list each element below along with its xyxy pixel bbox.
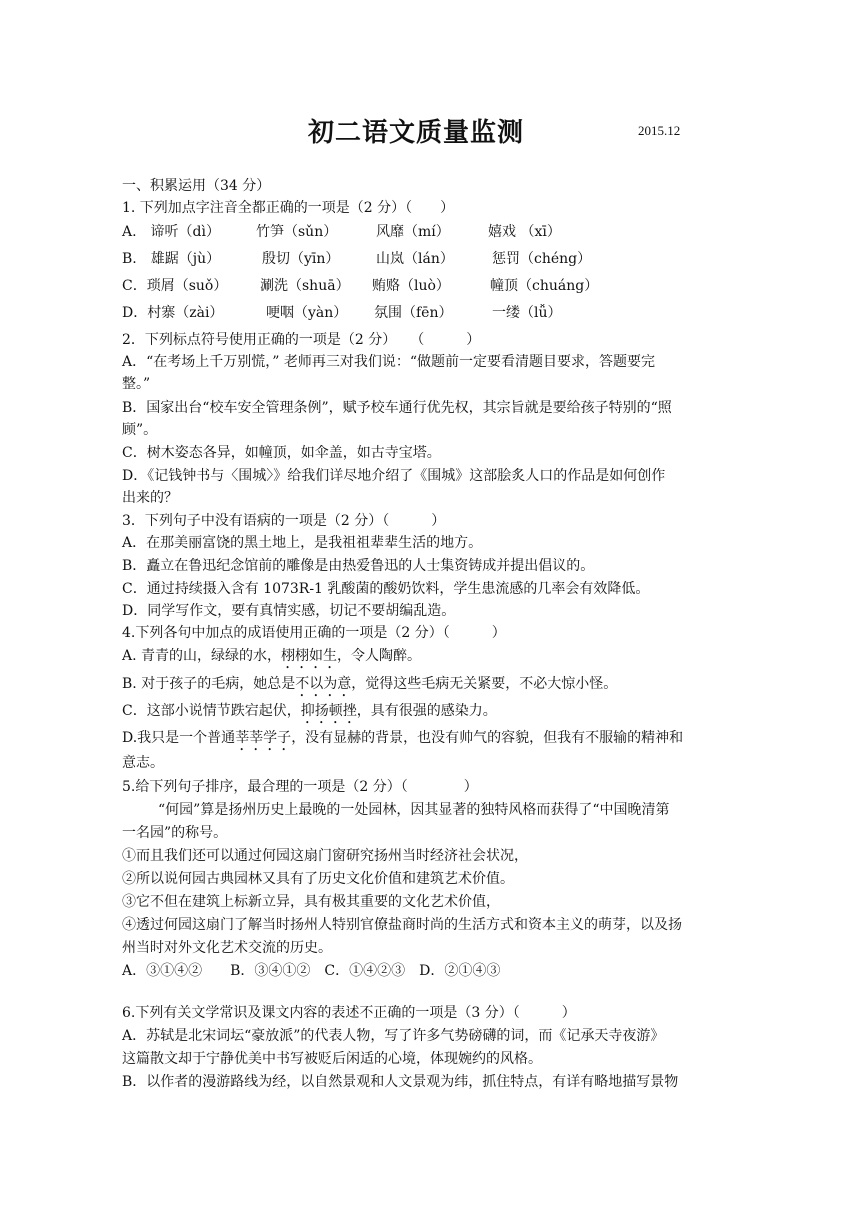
q4-option-b: [122, 674, 617, 700]
q4-option-d-cont: 意志。: [122, 755, 164, 771]
q4-stem: 4.下列各句中加点的成语使用正确的一项是（2 分）（ ）: [122, 625, 506, 641]
q6-option-b: B．以作者的漫游路线为经，以自然景观和人文景观为纬，抓住特点，有详有略地描写景物: [122, 1074, 679, 1090]
q5-sentence-4-cont: 州当时对外文化艺术交流的历史。: [122, 940, 332, 956]
q4-b-idiom: 不以为意: [295, 676, 352, 692]
page-title: 初二语文质量监测: [308, 118, 525, 148]
q4-c-post: ，具有很强的感染力。: [356, 703, 497, 719]
q1-row-d: [122, 303, 742, 323]
q1-c-item1: C．琐屑（suǒ）: [122, 278, 228, 294]
q1-d-item2: 哽咽（yàn）: [266, 305, 348, 321]
q1-b-item1: B. 雄踞（jù）: [122, 251, 221, 267]
q5-sentence-4: ④透过何园这扇门了解当时扬州人特别官僚盐商时尚的生活方式和资本主义的萌芽，以及扬: [122, 917, 682, 933]
q4-option-a: [122, 646, 421, 672]
q3-option-d: D．同学写作文，要有真情实感，切记不要胡编乱造。: [122, 603, 456, 619]
q4-a-idiom: 栩栩如生: [281, 648, 338, 664]
q2-option-c: C．树木姿态各异，如幢顶，如伞盖，如古寺宝塔。: [122, 445, 441, 461]
q4-d-post: ，没有显赫的背景，也没有帅气的容貌，但我有不服输的精神和: [291, 730, 684, 746]
exam-date: 2015.12: [638, 123, 681, 138]
q6-option-a: A．苏轼是北宋词坛“豪放派”的代表人物，写了许多气势磅礴的词，而《记承天寺夜游》: [122, 1028, 665, 1044]
q1-c-item4: 幢顶（chuáng）: [490, 278, 599, 294]
q4-b-pre: B. 对于孩子的毛病，她总是: [122, 676, 296, 692]
q1-d-item1: D．村寨（zài）: [122, 305, 224, 321]
q6-option-a-cont: 这篇散文却于宁静优美中书写被贬后闲适的心境，体现婉约的风格。: [122, 1051, 542, 1067]
q3-option-b: B．矗立在鲁迅纪念馆前的雕像是由热爱鲁迅的人士集资铸成并提出倡议的。: [122, 558, 595, 574]
q5-sentence-2: ②所以说何园古典园林又具有了历史文化价值和建筑艺术价值。: [122, 871, 514, 887]
q1-d-item4: 一缕（lǚ）: [492, 305, 562, 321]
q5-intro: “何园”算是扬州历史上最晚的一处园林，因其显著的独特风格而获得了“中国晚清第: [158, 802, 670, 818]
q4-a-pre: A. 青青的山，绿绿的水，: [122, 648, 282, 664]
q4-option-c: [122, 701, 497, 727]
q2-option-a: A．“在考场上千万别慌，” 老师再三对我们说：“做题前一定要看清题目要求，答题要完: [122, 354, 656, 370]
q1-a-item2: 竹笋（sǔn）: [256, 224, 338, 240]
q1-b-item3: 山岚（lán）: [376, 251, 454, 267]
q1-a-item1: A. 谛听（dì）: [122, 224, 220, 240]
q1-row-c: [122, 276, 742, 296]
q5-sentence-1: ①而且我们还可以通过何园这扇门窗研究扬州当时经济社会状况，: [122, 848, 528, 864]
q1-b-item2: 殷切（yīn）: [262, 251, 340, 267]
q4-d-idiom: 莘莘学子: [235, 730, 292, 746]
q3-stem: 3．下列句子中没有语病的一项是（2 分）（ ）: [122, 513, 446, 529]
q4-option-d: [122, 728, 683, 754]
q1-stem: 1. 下列加点字注音全都正确的一项是（2 分）（ ）: [122, 200, 455, 216]
q2-option-b: B．国家出台“校车安全管理条例”，赋予校车通行优先权，其宗旨就是要给孩子特别的“照: [122, 400, 672, 416]
q1-d-item3: 氛围（fēn）: [374, 305, 453, 321]
q1-c-item2: 涮洗（shuā）: [260, 278, 350, 294]
q5-intro-cont: 一名园”的称号。: [122, 825, 228, 841]
q1-a-item3: 风靡（mí）: [376, 224, 450, 240]
q2-option-a-cont: 整。”: [122, 376, 151, 392]
q2-option-d-cont: 出来的？: [122, 490, 178, 506]
q6-stem: 6.下列有关文学常识及课文内容的表述不正确的一项是（3 分）（ ）: [122, 1005, 576, 1021]
q1-row-a: [122, 222, 742, 242]
q4-a-post: ，令人陶醉。: [337, 648, 422, 664]
q2-stem: 2．下列标点符号使用正确的一项是（2 分） （ ）: [122, 332, 481, 348]
q4-d-pre: D.我只是一个普通: [122, 730, 236, 746]
q1-c-item3: 贿赂（luò）: [372, 278, 450, 294]
q2-option-b-cont: 顾”。: [122, 422, 158, 438]
q2-option-d: D．《记钱钟书与〈围城〉》给我们详尽地介绍了《围城》这部脍炙人口的作品是如何创作: [122, 468, 666, 484]
q3-option-c: C．通过持续摄入含有 1073R-1 乳酸菌的酸奶饮料，学生患流感的几率会有效降低。: [122, 581, 650, 597]
q4-b-post: ，觉得这些毛病无关紧要，不必大惊小怪。: [351, 676, 618, 692]
q1-row-b: [122, 249, 742, 269]
q4-c-idiom: 抑扬顿挫: [300, 703, 357, 719]
q4-c-pre: C．这部小说情节跌宕起伏，: [122, 703, 301, 719]
q1-b-item4: 惩罚（chéng）: [492, 251, 592, 267]
section-heading: 一、积累运用（34 分）: [122, 178, 271, 194]
q3-option-a: A．在那美丽富饶的黑土地上，是我祖祖辈辈生活的地方。: [122, 535, 483, 551]
q5-sentence-3: ③它不但在建筑上标新立异，具有极其重要的文化艺术价值，: [122, 894, 500, 910]
q1-a-item4: 嬉戏 （xī）: [488, 224, 561, 240]
q5-options: A．③①④② B．③④①② C．①④②③ D．②①④③: [122, 963, 501, 979]
q5-stem: 5.给下列句子排序，最合理的一项是（2 分）（ ）: [122, 779, 478, 795]
